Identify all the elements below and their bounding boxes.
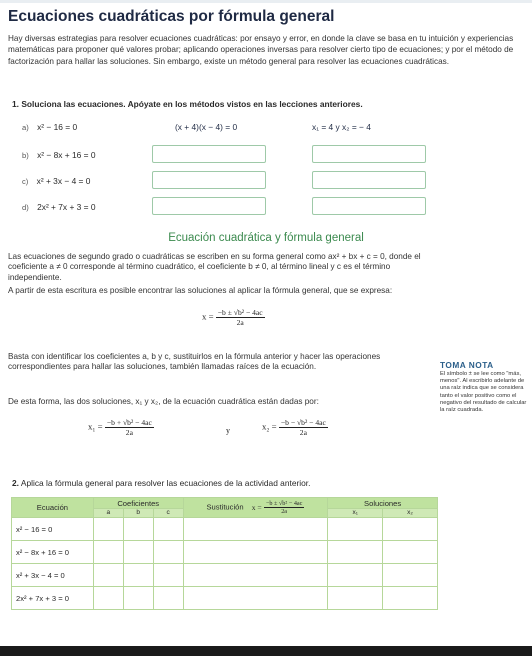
note-text: El símbolo ± se lee como "más, menos". Al escribirlo adelante de una raíz indica que se considera tanto el valor positivo como el negativo del resultado de calcular la raíz cuadrada.: [440, 371, 527, 414]
question-2: [12, 478, 310, 488]
section-title: Ecuación cuadrática y fórmula general: [168, 232, 364, 244]
exercise-label: c): [22, 177, 29, 186]
header-a: a: [93, 509, 123, 518]
section-paragraph-4: De esta forma, las dos soluciones, x₁ y x₂, de la ecuación cuadrática están dadas por:: [8, 397, 319, 406]
x1-numerator: −b + √b² − 4ac: [106, 418, 152, 427]
table-row: [12, 564, 438, 587]
section-paragraph-2: A partir de esta escritura es posible encontrar las soluciones al aplicar la fórmula general, que se expresa:: [8, 286, 393, 295]
table-equation: x² − 16 = 0: [12, 518, 94, 541]
factorization-box-d[interactable]: [152, 197, 266, 215]
header-x2: x₂: [383, 509, 438, 518]
cell-x1[interactable]: [328, 518, 383, 541]
header-sust-fraction: [264, 500, 305, 515]
header-sust-lhs: x =: [251, 502, 262, 512]
cell-sustitucion[interactable]: [183, 564, 328, 587]
header-b: b: [123, 509, 153, 518]
cell-a[interactable]: [93, 541, 123, 564]
x1-denominator: 2a: [125, 428, 133, 437]
solutions-box-d[interactable]: [312, 197, 426, 215]
formula-x2: [262, 418, 328, 437]
bottom-edge: [0, 646, 532, 656]
table-equation: x² + 3x − 4 = 0: [12, 564, 94, 587]
cell-a[interactable]: [93, 564, 123, 587]
cell-c[interactable]: [153, 587, 183, 610]
cell-c[interactable]: [153, 564, 183, 587]
solutions-answer-a: x₁ = 4 y x₂ = − 4: [312, 122, 371, 132]
header-sust-numerator: −b ± √b² − 4ac: [265, 500, 303, 507]
formula-x1: [88, 418, 154, 437]
cell-b[interactable]: [123, 541, 153, 564]
page-title: Ecuaciones cuadráticas por fórmula general: [8, 8, 335, 25]
header-sustitucion: [183, 498, 328, 518]
cell-x1[interactable]: [328, 564, 383, 587]
cell-a[interactable]: [93, 587, 123, 610]
exercise-label: d): [22, 203, 29, 212]
formula-denominator: 2a: [236, 318, 244, 327]
cell-x2[interactable]: [383, 564, 438, 587]
solutions-box-c[interactable]: [312, 171, 426, 189]
exercise-equation: 2x² + 7x + 3 = 0: [37, 202, 96, 212]
factorization-box-b[interactable]: [152, 145, 266, 163]
exercise-row-a: [22, 122, 77, 132]
table-row: [12, 587, 438, 610]
cell-a[interactable]: [93, 518, 123, 541]
exercise-row-d: [22, 202, 96, 212]
header-ecuacion: Ecuación: [12, 498, 94, 518]
section-paragraph-1: Las ecuaciones de segundo grado o cuadráticas se escriben en su forma general como ax² + bx + c = 0, donde el coeficiente a ≠ 0 corresponde al término cuadrático, el coeficiente b ≠ 0, al término lineal y c es el término independiente.: [8, 252, 421, 282]
x1-lhs: x₁ =: [88, 421, 103, 432]
cell-c[interactable]: [153, 541, 183, 564]
x2-denominator: 2a: [299, 428, 307, 437]
general-formula: [202, 308, 265, 327]
cell-x2[interactable]: [383, 518, 438, 541]
cell-b[interactable]: [123, 587, 153, 610]
factorization-box-c[interactable]: [152, 171, 266, 189]
formula-fraction: [216, 308, 265, 327]
cell-x1[interactable]: [328, 541, 383, 564]
section-paragraph-3: Basta con identificar los coeficientes a, b y c, sustituirlos en la fórmula anterior y hacer las operaciones correspondientes para hallar las soluciones, también llamadas raíces de la ecuación.: [8, 352, 381, 372]
x2-numerator: −b − √b² − 4ac: [280, 418, 326, 427]
exercise-equation: x² − 16 = 0: [37, 122, 78, 132]
exercise-equation: x² − 8x + 16 = 0: [37, 150, 96, 160]
cell-c[interactable]: [153, 518, 183, 541]
question-1-number: 1.: [12, 99, 19, 109]
header-sust-denominator: 2a: [281, 508, 288, 515]
cell-sustitucion[interactable]: [183, 518, 328, 541]
formula-numerator: −b ± √b² − 4ac: [217, 308, 263, 317]
cell-b[interactable]: [123, 518, 153, 541]
cell-x1[interactable]: [328, 587, 383, 610]
cell-b[interactable]: [123, 564, 153, 587]
question-2-text: Aplica la fórmula general para resolver las ecuaciones de la actividad anterior.: [20, 478, 311, 488]
table-equation: x² − 8x + 16 = 0: [12, 541, 94, 564]
cell-x2[interactable]: [383, 587, 438, 610]
header-soluciones: Soluciones: [328, 498, 438, 509]
formula-lhs: x =: [202, 311, 214, 322]
table-equation: 2x² + 7x + 3 = 0: [12, 587, 94, 610]
solutions-box-b[interactable]: [312, 145, 426, 163]
header-c: c: [153, 509, 183, 518]
question-1-text: Soluciona las ecuaciones. Apóyate en los métodos vistos en las lecciones anteriores.: [21, 99, 363, 109]
header-coeficientes: Coeficientes: [93, 498, 183, 509]
formula-conjunction: y: [226, 426, 230, 435]
question-1: [12, 99, 363, 109]
x1-fraction: [105, 418, 154, 437]
exercise-label: b): [22, 151, 29, 160]
cell-x2[interactable]: [383, 541, 438, 564]
header-sustitucion-label: Sustitución: [206, 502, 244, 512]
question-2-number: 2.: [12, 478, 19, 488]
activity-table: [11, 497, 438, 610]
top-strip: [0, 0, 532, 3]
x2-lhs: x₂ =: [262, 421, 277, 432]
factorization-answer-a: (x + 4)(x − 4) = 0: [175, 122, 238, 132]
cell-sustitucion[interactable]: [183, 587, 328, 610]
exercise-row-b: [22, 150, 96, 160]
table-row: [12, 541, 438, 564]
header-x1: x₁: [328, 509, 383, 518]
note-title: TOMA NOTA: [440, 360, 494, 370]
cell-sustitucion[interactable]: [183, 541, 328, 564]
exercise-equation: x² + 3x − 4 = 0: [36, 176, 91, 186]
table-row: [12, 518, 438, 541]
intro-paragraph: Hay diversas estrategias para resolver ecuaciones cuadráticas: por ensayo y error, en donde la clave se basa en tu intuición y experiencias matemáticas para proponer qué valores probar; aplicando operaciones inversas para resolver cierto tipo de ecuaciones; y por el método de factorización para hallar las soluciones. Sin embargo, existe un método general para resolver las ecuaciones cuadráticas.: [8, 34, 514, 66]
exercise-label: a): [22, 123, 29, 132]
exercise-row-c: [22, 176, 90, 186]
x2-fraction: [279, 418, 328, 437]
